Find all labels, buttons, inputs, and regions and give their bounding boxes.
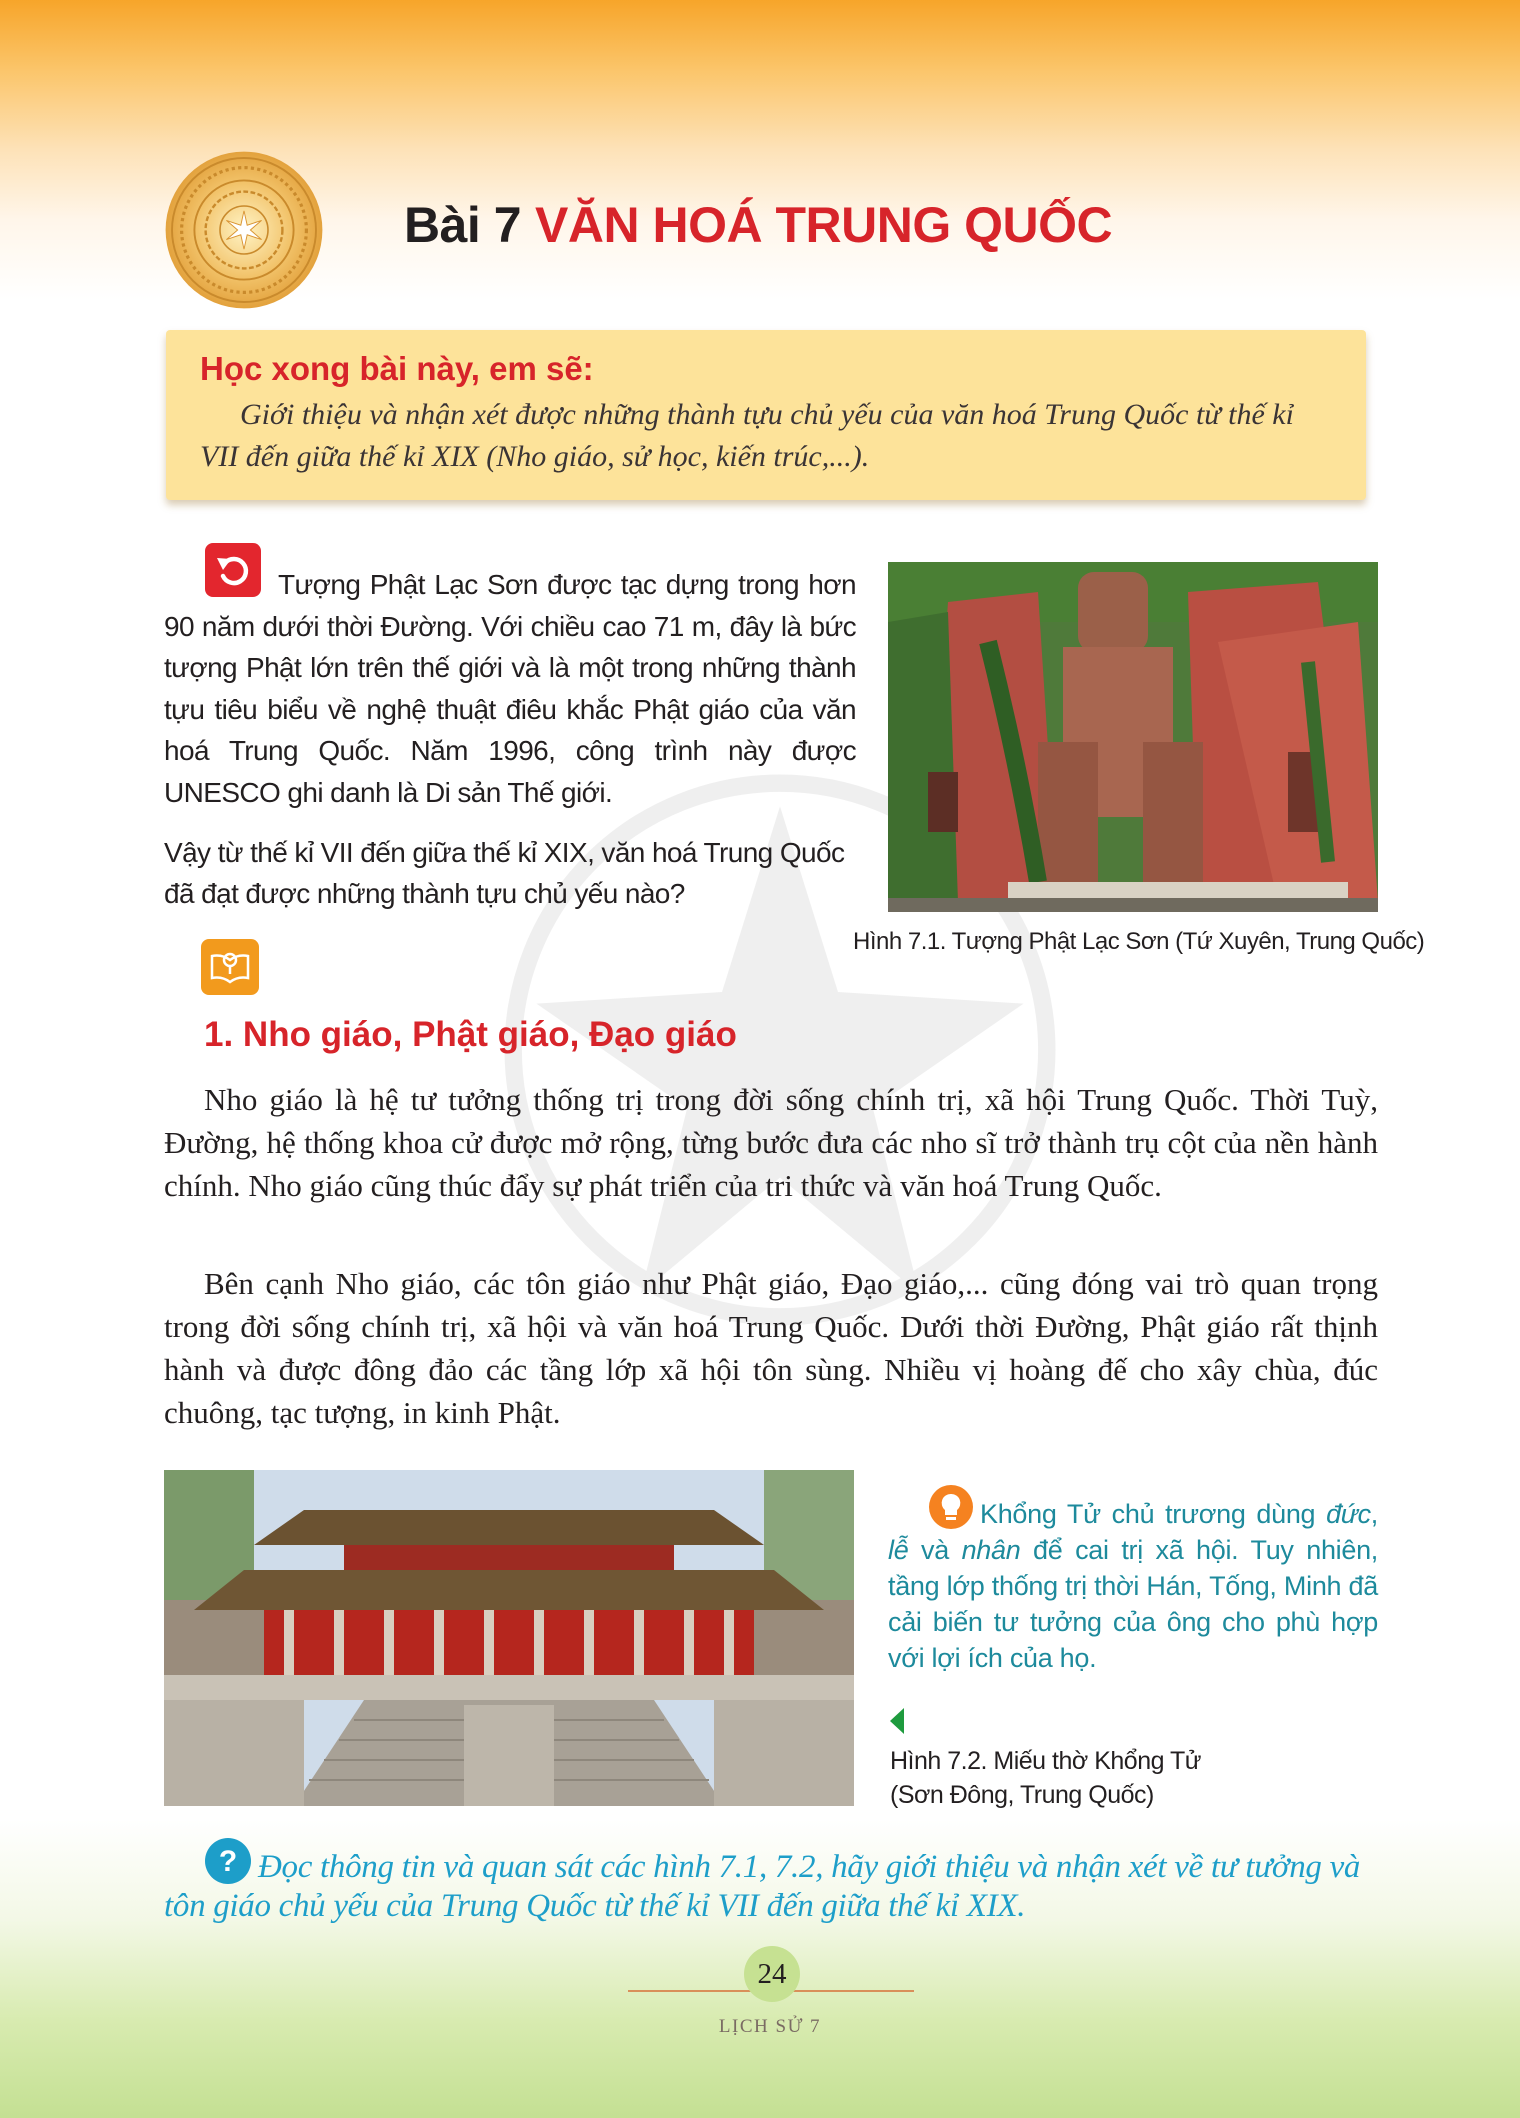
objectives-heading: Học xong bài này, em sẽ:: [200, 350, 594, 387]
svg-text:?: ?: [218, 1845, 238, 1878]
tip-part-4: để cai trị xã hội. Tuy nhiên, tầng lớp thống trị thời Hán, Tống, Minh đã cải biến tư tưởng của ông cho phù hợp với lợi ích của họ.: [888, 1535, 1378, 1673]
figure-7-2-caption-line-1: Hình 7.2. Miếu thờ Khổng Tử: [890, 1747, 1202, 1775]
lesson-name: VĂN HOÁ TRUNG QUỐC: [535, 197, 1113, 253]
confucius-temple-photo: [164, 1470, 854, 1806]
tip-part-1: Khổng Tử chủ trương dùng: [980, 1499, 1327, 1529]
tip-emphasis-duc: đức: [1326, 1499, 1371, 1529]
book-label: LỊCH SỬ 7: [718, 2016, 822, 2037]
bronze-drum-icon: [164, 150, 324, 310]
intro-question: Vậy từ thế kỉ VII đến giữa thế kỉ XIX, văn hoá Trung Quốc đã đạt được những thành tựu chủ yếu nào?: [164, 837, 845, 909]
tip-emphasis-nhan: nhân: [961, 1535, 1021, 1565]
tip-part-2: ,: [1370, 1499, 1378, 1529]
tip-part-3: và: [908, 1535, 962, 1565]
discussion-question: Đọc thông tin và quan sát các hình 7.1, 7.2, hãy giới thiệu và nhận xét về tư tưởng và tôn giáo chủ yếu của Trung Quốc từ thế kỉ VII đến giữa thế kỉ XIX.: [164, 1849, 1361, 1924]
tip-text: [888, 1496, 1378, 1676]
objectives-box: [166, 330, 1366, 500]
section-1-title: 1. Nho giáo, Phật giáo, Đạo giáo: [204, 1015, 737, 1054]
lesson-number: Bài 7: [404, 197, 522, 253]
figure-7-2-caption: [890, 1744, 1330, 1812]
objectives-text: Giới thiệu và nhận xét được những thành tựu chủ yếu của văn hoá Trung Quốc từ thế kỉ VII đến giữa thế kỉ XIX (Nho giáo, sử học, kiến trúc,...).: [200, 398, 1294, 473]
figure-7-2-caption-line-2: (Sơn Đông, Trung Quốc): [890, 1781, 1154, 1809]
lesson-title: [404, 196, 1112, 254]
book-lightbulb-icon: [200, 938, 260, 996]
figure-7-1-caption: Hình 7.1. Tượng Phật Lạc Sơn (Tứ Xuyên, Trung Quốc): [853, 928, 1425, 955]
leshan-buddha-photo: [888, 562, 1378, 912]
intro-paragraph: Tượng Phật Lạc Sơn được tạc dựng trong hơn 90 năm dưới thời Đường. Với chiều cao 71 m, đây là bức tượng Phật lớn trên thế giới và là một trong những thành tựu tiêu biểu về nghệ thuật điêu khắc Phật giáo của văn hoá Trung Quốc. Năm 1996, công trình này được UNESCO ghi danh là Di sản Thế giới.: [164, 569, 856, 808]
section-1-paragraph-2: Bên cạnh Nho giáo, các tôn giáo như Phật giáo, Đạo giáo,... cũng đóng vai trò quan trọng trong đời sống chính trị, xã hội và văn hoá Trung Quốc. Dưới thời Đường, Phật giáo rất thịnh hành và được đông đảo các tầng lớp xã hội tôn sùng. Nhiều vị hoàng đế cho xây chùa, đúc chuông, tạc tượng, in kinh Phật.: [164, 1266, 1378, 1430]
caption-pointer-icon: [890, 1708, 904, 1734]
page-number: 24: [744, 1946, 800, 2002]
tip-emphasis-le: lễ: [888, 1535, 909, 1565]
section-1-paragraph-1: Nho giáo là hệ tư tưởng thống trị trong đời sống chính trị, xã hội Trung Quốc. Thời Tuỳ, Đường, hệ thống khoa cử được mở rộng, từng bước đưa các nho sĩ trở thành trụ cột của nền hành chính. Nho giáo cũng thúc đẩy sự phát triển của tri thức và văn hoá Trung Quốc.: [164, 1082, 1378, 1203]
